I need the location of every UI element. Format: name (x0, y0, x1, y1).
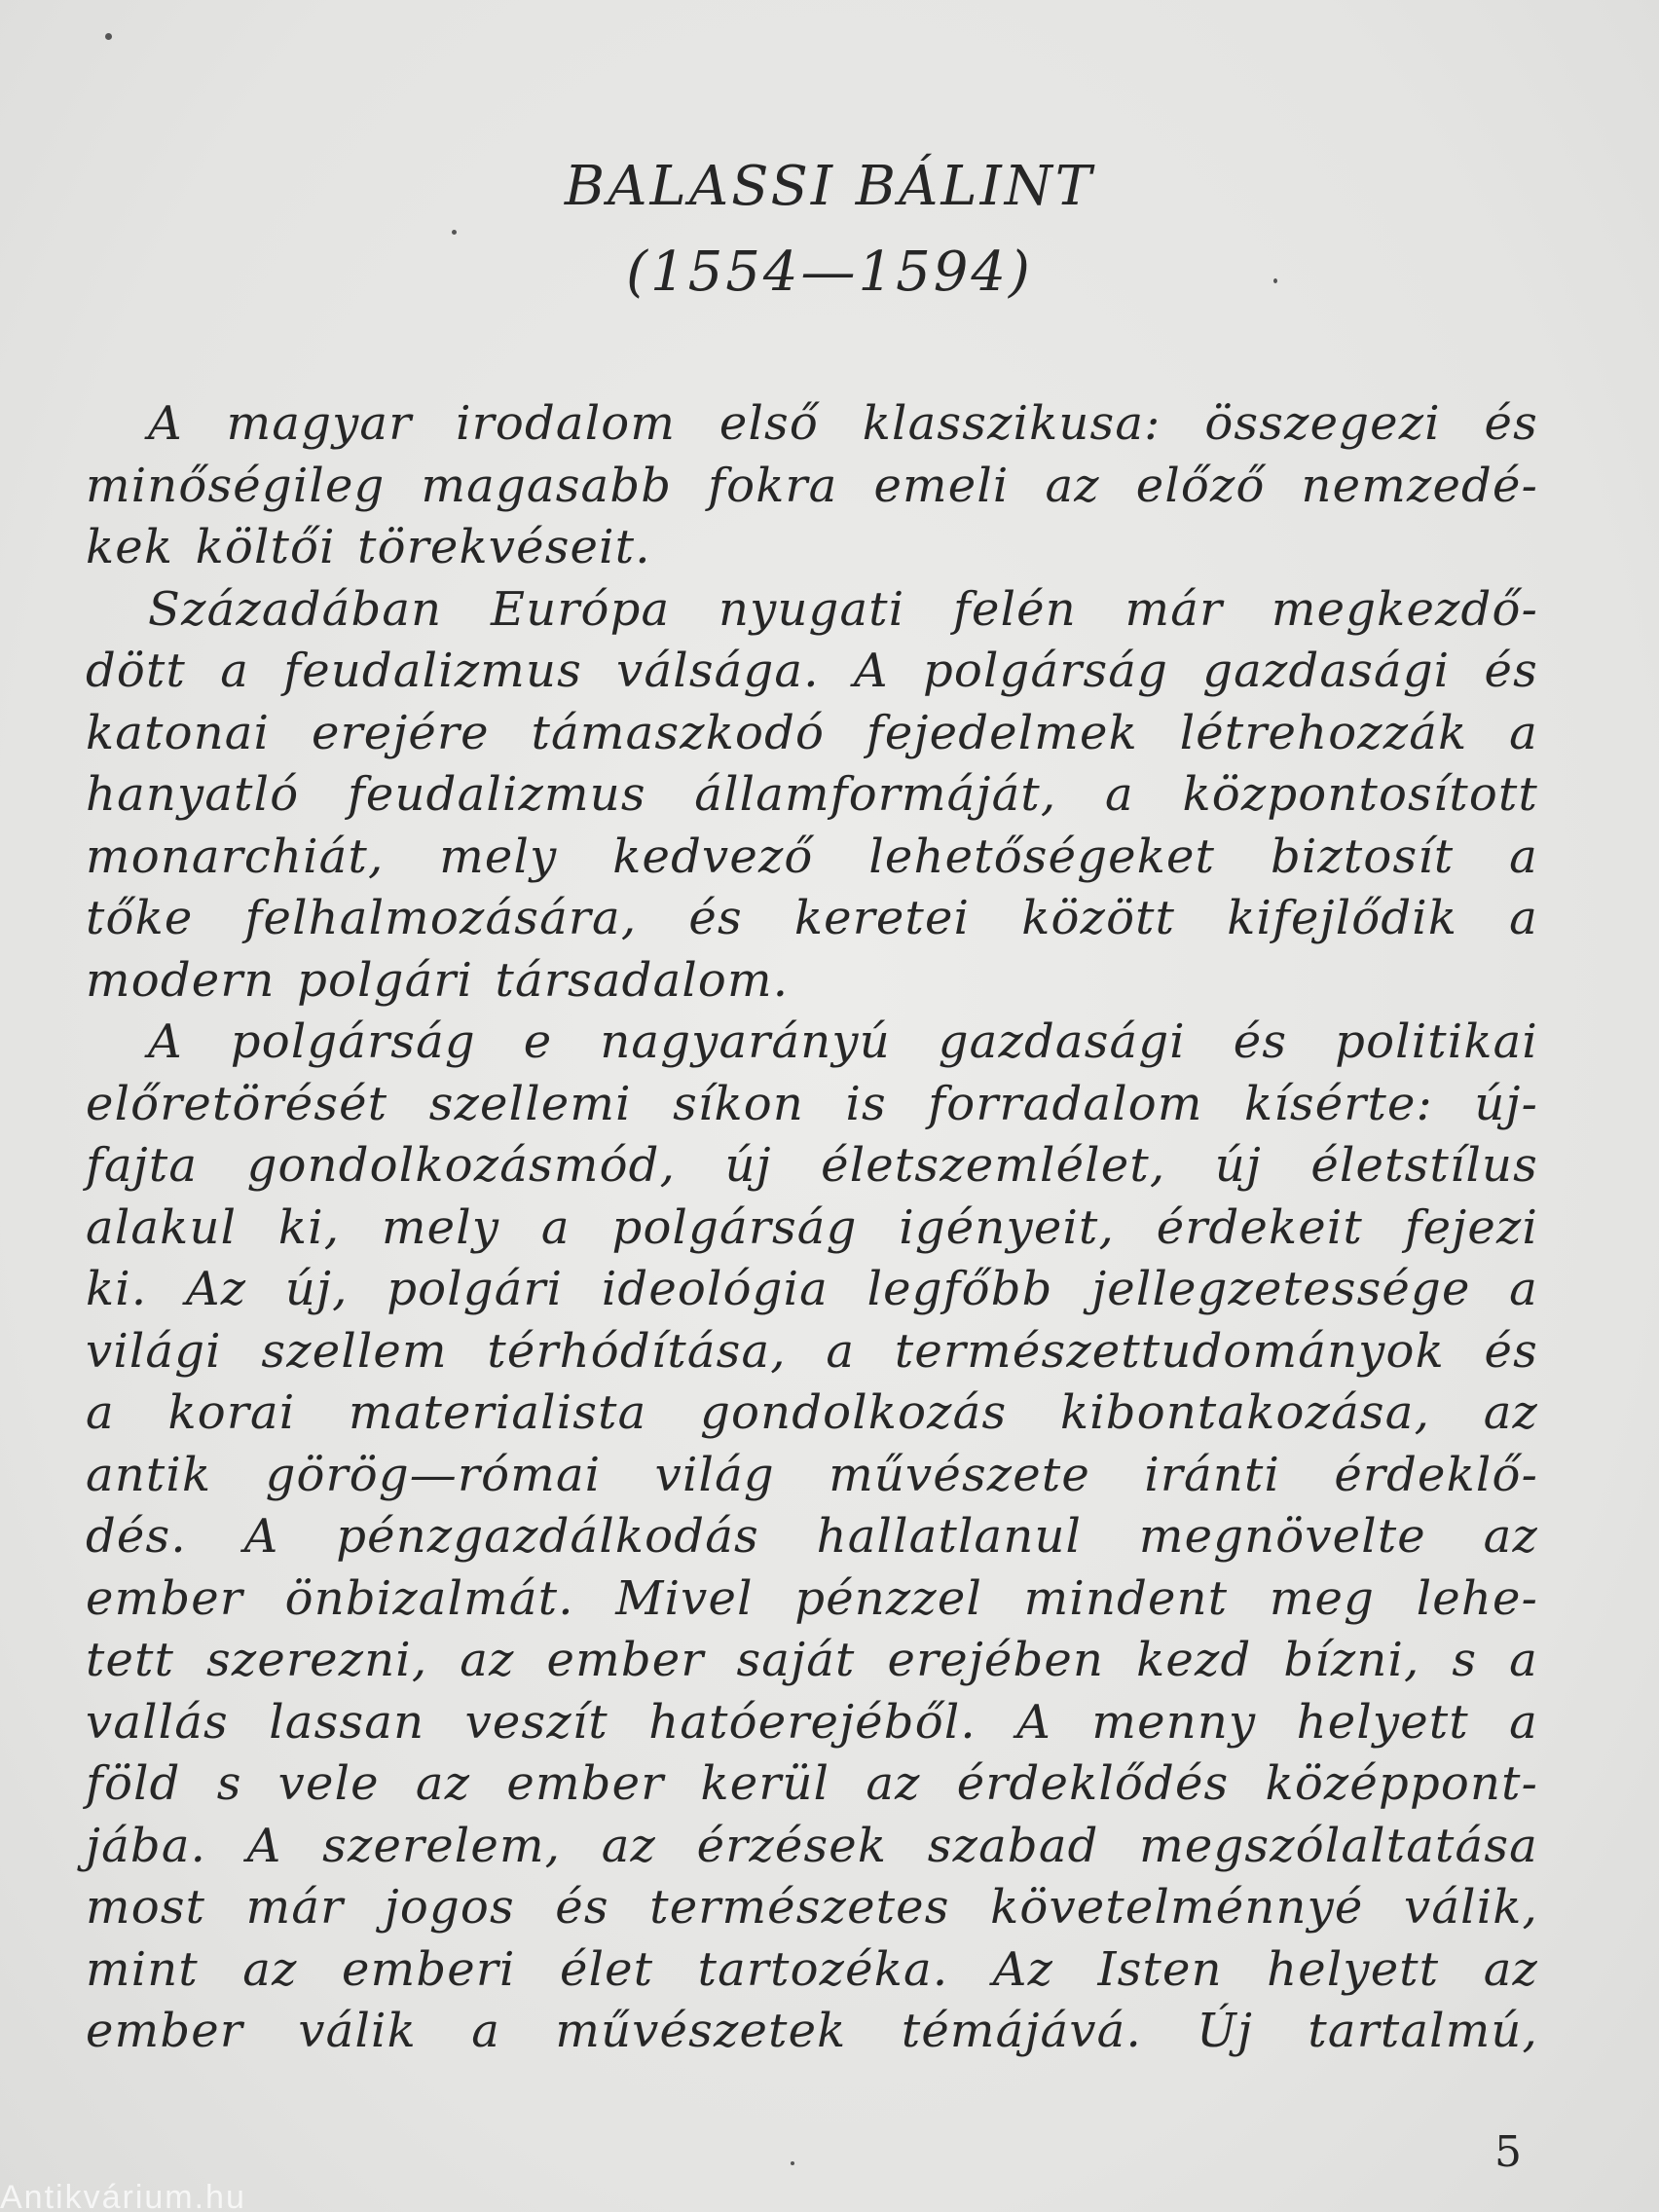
author-name: BALASSI BÁLINT (564, 155, 1095, 218)
text-line: a korai materialista gondolkozás kibontakozása, az (86, 1385, 1538, 1440)
chapter-heading (0, 144, 1659, 315)
text-line: előretörését szellemi síkon is forradalom kísérte: új- (86, 1076, 1538, 1131)
text-line: tett szerezni, az ember saját erejében kezd bízni, s a (86, 1633, 1538, 1687)
text-line: világi szellem térhódítása, a természettudományok és (86, 1323, 1538, 1379)
text-line: ember önbizalmát. Mivel pénzzel mindent meg lehe- (86, 1570, 1538, 1626)
ink-speck (105, 33, 112, 40)
text-line: ember válik a művészetek témájává. Új tartalmú, (86, 2004, 1538, 2058)
author-dates: (1554—1594) (626, 240, 1033, 304)
text-line: monarchiát, mely kedvező lehetőségeket biztosít a (86, 829, 1538, 884)
page-number: 5 (1494, 2127, 1522, 2177)
text-line: minőségileg magasabb fokra emeli az előző nemzedé- (86, 458, 1538, 513)
text-line: A polgárság e nagyarányú gazdasági és politikai (148, 1014, 1538, 1069)
text-line: dés. A pénzgazdálkodás hallatlanul megnövelte az (86, 1509, 1538, 1564)
text-line: kek költői törekvéseit. (86, 520, 651, 574)
text-line: Századában Európa nyugati felén már megkezdő- (148, 581, 1538, 637)
text-line: fajta gondolkozásmód, új életszemlélet, új életstílus (86, 1138, 1538, 1193)
text-line: ki. Az új, polgári ideológia legfőbb jellegzetessége a (86, 1262, 1538, 1316)
watermark-text: Antikvárium.hu (0, 2179, 246, 2212)
text-line: modern polgári társadalom. (86, 952, 790, 1008)
text-line: A magyar irodalom első klasszikusa: összegezi és (148, 396, 1538, 451)
text-line: katonai erejére támaszkodó fejedelmek létrehozzák a (86, 705, 1538, 760)
text-line: tőke felhalmozására, és keretei között kifejlődik a (86, 891, 1538, 945)
text-line: jába. A szerelem, az érzések szabad megszólaltatása (86, 1818, 1538, 1873)
text-line: dött a feudalizmus válsága. A polgárság gazdasági és (86, 644, 1538, 698)
text-line: hanyatló feudalizmus államformáját, a központosított (86, 767, 1538, 822)
text-line: antik görög—római világ művészete iránti érdeklő- (86, 1447, 1538, 1502)
ink-speck (791, 2161, 794, 2165)
text-line: alakul ki, mely a polgárság igényeit, érdekeit fejezi (86, 1199, 1538, 1255)
body-text (86, 393, 1538, 2063)
text-line: föld s vele az ember kerül az érdeklődés középpont- (86, 1756, 1538, 1811)
text-line: mint az emberi élet tartozéka. Az Isten helyett az (86, 1941, 1538, 1997)
text-line: most már jogos és természetes követelménnyé válik, (86, 1880, 1538, 1935)
text-line: vallás lassan veszít hatóerejéből. A menny helyett a (86, 1694, 1538, 1750)
